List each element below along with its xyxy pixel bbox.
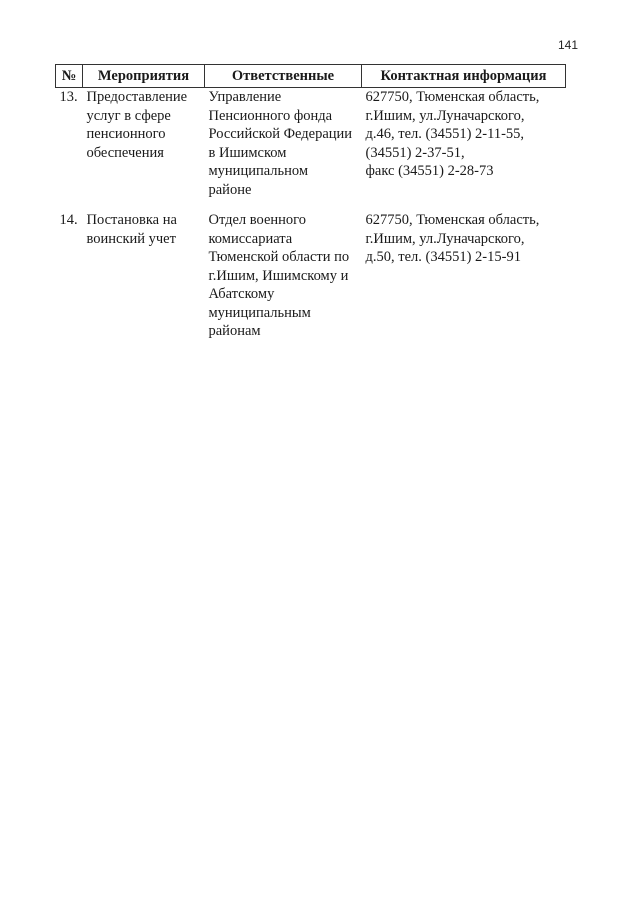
event-line: Постановка на (86, 212, 177, 228)
contact-line: факс (34551) 2-28-73 (365, 163, 494, 179)
contact-line: 627750, Тюменская область, (365, 89, 540, 105)
responsible-line: в Ишимском (208, 144, 287, 161)
responsible-line: муниципальном (208, 163, 309, 179)
contact-cell (362, 211, 566, 341)
contact-line: г.Ишим, ул.Луначарского, (365, 230, 525, 247)
responsible-line: районам (208, 323, 261, 339)
responsible-line: Отдел военного (208, 212, 307, 228)
events-table (55, 64, 566, 341)
event-line: обеспечения (86, 144, 164, 161)
header-events: Мероприятия (83, 65, 205, 88)
responsible-cell (205, 88, 362, 212)
page-number: 141 (558, 38, 579, 52)
contact-line: 627750, Тюменская область, (365, 212, 540, 228)
table-header-row (56, 65, 566, 88)
contact-line: (34551) 2-37-51, (365, 144, 465, 161)
header-number: № (56, 65, 83, 88)
contact-line: д.50, тел. (34551) 2-15-91 (365, 249, 521, 265)
table-row (56, 88, 566, 212)
responsible-line: районе (208, 181, 252, 198)
event-line: пенсионного (86, 126, 166, 142)
responsible-line: комиссариата (208, 230, 293, 247)
header-responsible: Ответственные (205, 65, 362, 88)
event-cell (83, 211, 205, 341)
responsible-line: Тюменской области по (208, 249, 350, 265)
responsible-cell (205, 211, 362, 341)
responsible-line: муниципальным (208, 304, 311, 321)
event-line: воинский учет (86, 230, 176, 247)
row-number: 14. (59, 212, 78, 228)
contact-line: г.Ишим, ул.Луначарского, (365, 107, 525, 124)
event-line: Предоставление (86, 89, 188, 105)
contact-line: д.46, тел. (34551) 2-11-55, (365, 126, 525, 142)
event-cell (83, 88, 205, 212)
responsible-line: Абатскому (208, 286, 275, 302)
responsible-line: г.Ишим, Ишимскому и (208, 267, 349, 284)
responsible-line: Российской Федерации (208, 126, 353, 142)
header-contact-info: Контактная информация (362, 65, 566, 88)
row-number: 13. (59, 89, 78, 105)
contact-cell (362, 88, 566, 212)
event-line: услуг в сфере (86, 107, 171, 124)
responsible-line: Пенсионного фонда (208, 107, 333, 124)
responsible-line: Управление (208, 89, 282, 105)
table-row (56, 211, 566, 341)
